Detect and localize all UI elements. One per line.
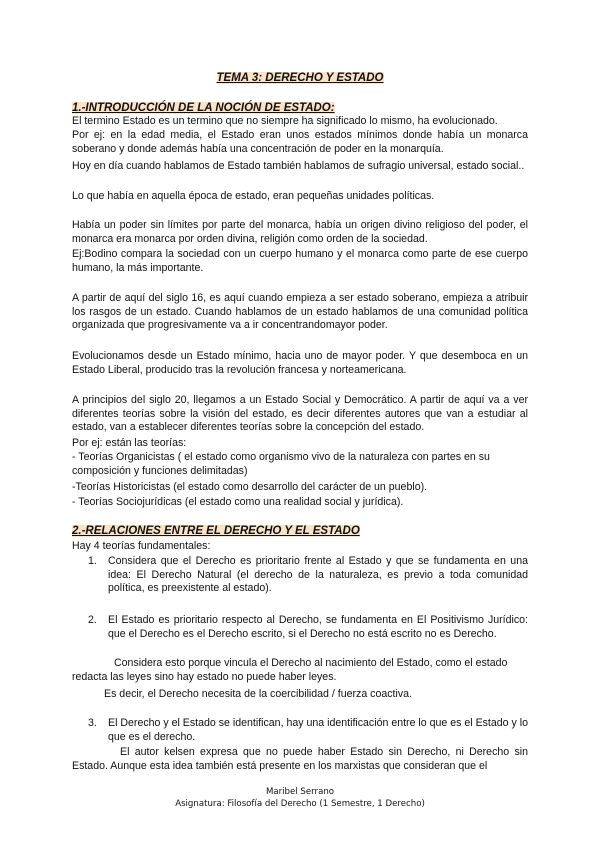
list-item-3: El Derecho y el Estado se identifican, hay una identificación entre lo que es el Estado y lo que es el derecho. (108, 717, 528, 743)
list-item-2-extra-2: Es decir, el Derecho necesita de la coercibilidad / fuerza coactiva. (104, 688, 412, 700)
s2-intro: Hay 4 teorías fundamentales: (72, 540, 211, 552)
list-item-2-extra-1: Considera esto porque vincula el Derecho al nacimiento del Estado, como el estado redacta las leyes sino hay estado no puede haber leyes. (72, 657, 508, 683)
list-item-3-extra: El autor kelsen expresa que no puede haber Estado sin Derecho, ni Derecho sin Estado. Aunque esta idea también está presente en los marxistas que consideran que el (72, 746, 528, 772)
s1-paragraph-7: A partir de aquí del siglo 16, es aquí cuando empieza a ser estado soberano, empieza a atribuir los rasgos de un estado. Cuando hablamos de un estado hablamos de una comunidad política organizada que progresivamente va a ir concentrandomayor poder. (72, 292, 528, 332)
list-item-2: El Estado es prioritario respecto al Derecho, se fundamenta en El Positivismo Jurídico: que el Derecho es el Derecho escrito, si el Derecho no está escrito no es Derecho. (108, 614, 528, 640)
list-item-1-number: 1. (88, 555, 97, 567)
s1-paragraph-8: Evolucionamos desde un Estado mínimo, hacia uno de mayor poder. Y que desemboca en un Estado Liberal, producido tras la revolución francesa y norteamericana. (72, 350, 528, 376)
footer-subject: Asignatura: Filosofía del Derecho (1 Semestre, 1 Derecho) (175, 799, 425, 809)
section1-heading: 1.-INTRODUCCIÓN DE LA NOCIÓN DE ESTADO: (72, 102, 335, 114)
s1-paragraph-5: Había un poder sin límites por parte del monarca, había un origen divino religioso del poder, el monarca era monarca por orden divina, religión como orden de la sociedad. (72, 219, 528, 245)
list-item-3-number: 3. (88, 717, 97, 729)
theory-sociojuridicas: - Teorías Sociojurídicas (el estado como una realidad social y jurídica). (72, 496, 404, 508)
s1-paragraph-4: Lo que había en aquella época de estado, eran pequeñas unidades políticas. (72, 190, 435, 202)
list-item-1: Considera que el Derecho es prioritario frente al Estado y que se fundamenta en una idea: El Derecho Natural (el derecho de la naturaleza, es previo a toda comunidad política, es preexistente al estado). (108, 555, 528, 595)
footer-author: Maribel Serrano (265, 787, 335, 797)
list-item-2-number: 2. (88, 614, 97, 626)
s1-paragraph-2: Por ej: en la edad media, el Estado eran unos estados mínimos donde había un monarca soberano y donde además había una concentración de poder en la monarquía. (72, 129, 528, 155)
s1-paragraph-3: Hoy en día cuando hablamos de Estado también hablamos de sufragio universal, estado social.. (72, 160, 525, 172)
theory-organicistas: - Teorías Organicistas ( el estado como organismo vivo de la naturaleza con partes en su composición y funciones delimitadas) (72, 451, 490, 477)
s1-paragraph-6: Ej:Bodino compara la sociedad con un cuerpo humano y el monarca como parte de ese cuerpo humano, la más importante. (72, 248, 528, 274)
s1-paragraph-1: El termino Estado es un termino que no siempre ha significado lo mismo, ha evolucionado. (72, 115, 498, 127)
s1-paragraph-9: A principios del siglo 20, llegamos a un Estado Social y Democrático. A partir de aquí va a ver diferentes teorías sobre la visión del estado, es decir diferentes autores que van a estudiar al estado, van a establecer diferentes teorías sobre la concepción del estado. (72, 394, 528, 434)
theory-historicistas: -Teorías Historicistas (el estado como desarrollo del carácter de un pueblo). (72, 481, 428, 493)
section2-heading: 2.-RELACIONES ENTRE EL DERECHO Y EL ESTADO (72, 525, 360, 537)
document-title: TEMA 3: DERECHO Y ESTADO (216, 72, 384, 84)
s1-paragraph-10: Por ej: están las teorías: (72, 437, 187, 449)
